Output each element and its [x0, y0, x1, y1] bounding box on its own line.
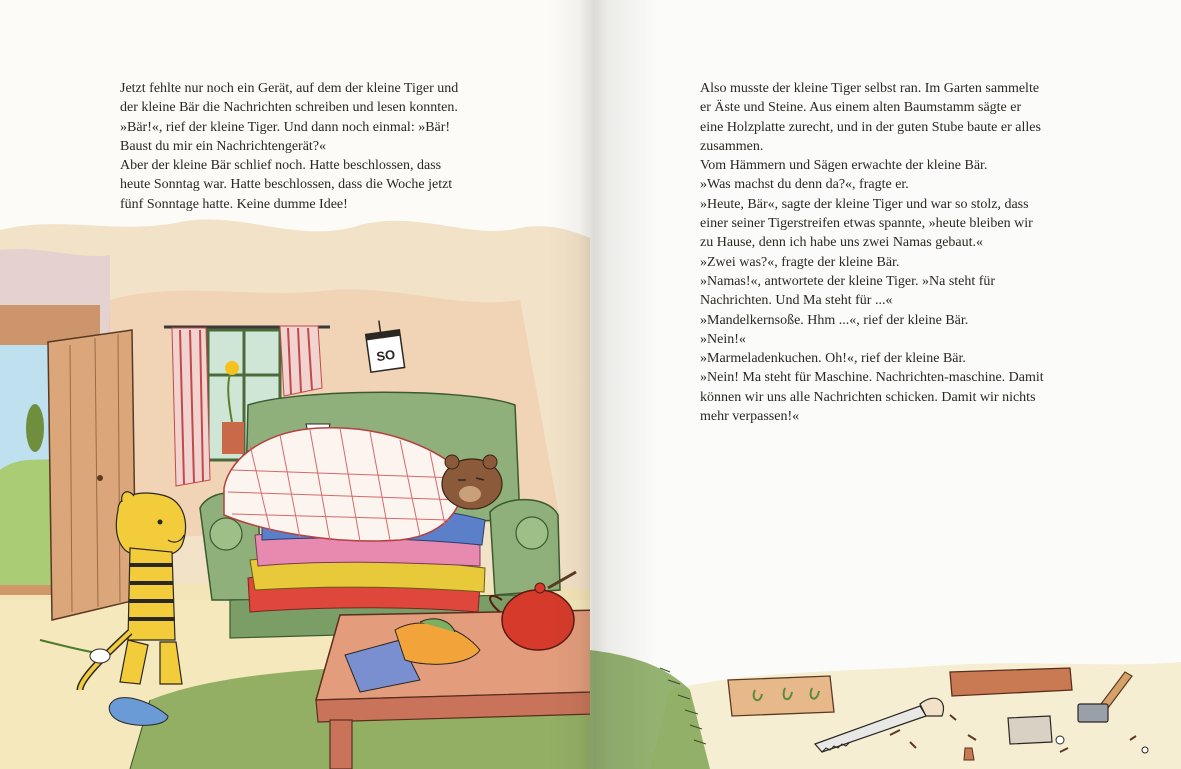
- text-line: Nachrichten. Und Ma steht für ...«: [700, 293, 893, 309]
- text-line: Also musste der kleine Tiger selbst ran. Im Garten sammelte: [700, 81, 1040, 96]
- text-line: »Mandelkernsoße. Hhm ...«, rief der kleine Bär.: [700, 312, 969, 328]
- right-page-text: [700, 79, 1044, 426]
- text-line: heute Sonntag war. Hatte beschlossen, dass die Woche jetzt: [120, 177, 453, 193]
- left-page: [0, 0, 590, 769]
- text-line: »Marmeladenkuchen. Oh!«, rief der kleine Bär.: [700, 351, 966, 367]
- text-line: können wir uns alle Nachrichten schicken. Damit wir nichts: [700, 389, 1036, 405]
- text-line: zu Hause, denn ich habe uns zwei Namas gebaut.«: [700, 235, 984, 251]
- text-line: er Äste und Steine. Aus einem alten Baumstamm sägte er: [700, 100, 1022, 116]
- right-page: [590, 0, 1181, 769]
- teapot: [502, 590, 574, 650]
- text-line: »Zwei was?«, fragte der kleine Bär.: [700, 254, 900, 270]
- nail-box: [1008, 716, 1052, 744]
- text-line: mehr verpassen!«: [700, 409, 800, 425]
- calendar-label: SO: [375, 346, 397, 365]
- text-line: »Was machst du denn da?«, fragte er.: [700, 177, 909, 193]
- text-line: der kleine Bär die Nachrichten schreiben und lesen konnten.: [120, 100, 458, 116]
- text-line: »Namas!«, antwortete der kleine Tiger. »Na steht für: [700, 273, 996, 289]
- text-line: »Bär!«, rief der kleine Tiger. Und dann noch einmal: »Bär!: [120, 119, 451, 135]
- text-line: »Nein! Ma steht für Maschine. Nachrichten-maschine. Damit: [700, 370, 1044, 386]
- text-line: Baust du mir ein Nachrichtengerät?«: [120, 138, 327, 154]
- text-line: Aber der kleine Bär schlief noch. Hatte beschlossen, dass: [120, 158, 442, 174]
- text-line: zusammen.: [700, 138, 764, 154]
- text-line: fünf Sonntage hatte. Keine dumme Idee!: [120, 196, 348, 212]
- door-panel: [48, 330, 136, 620]
- text-line: eine Holzplatte zurecht, und in der guten Stube baute er alles: [700, 119, 1041, 135]
- left-page-text: [120, 79, 458, 214]
- text-line: »Heute, Bär«, sagte der kleine Tiger und war so stolz, dass: [700, 196, 1029, 212]
- text-line: Vom Hämmern und Sägen erwachte der kleine Bär.: [700, 158, 988, 174]
- text-line: »Nein!«: [700, 331, 746, 347]
- rug-edge: [590, 650, 710, 769]
- text-line: Jetzt fehlte nur noch ein Gerät, auf dem der kleine Tiger und: [120, 81, 459, 96]
- text-line: einer seiner Tigerstreifen etwas spannte, »heute bleiben wir: [700, 216, 1033, 232]
